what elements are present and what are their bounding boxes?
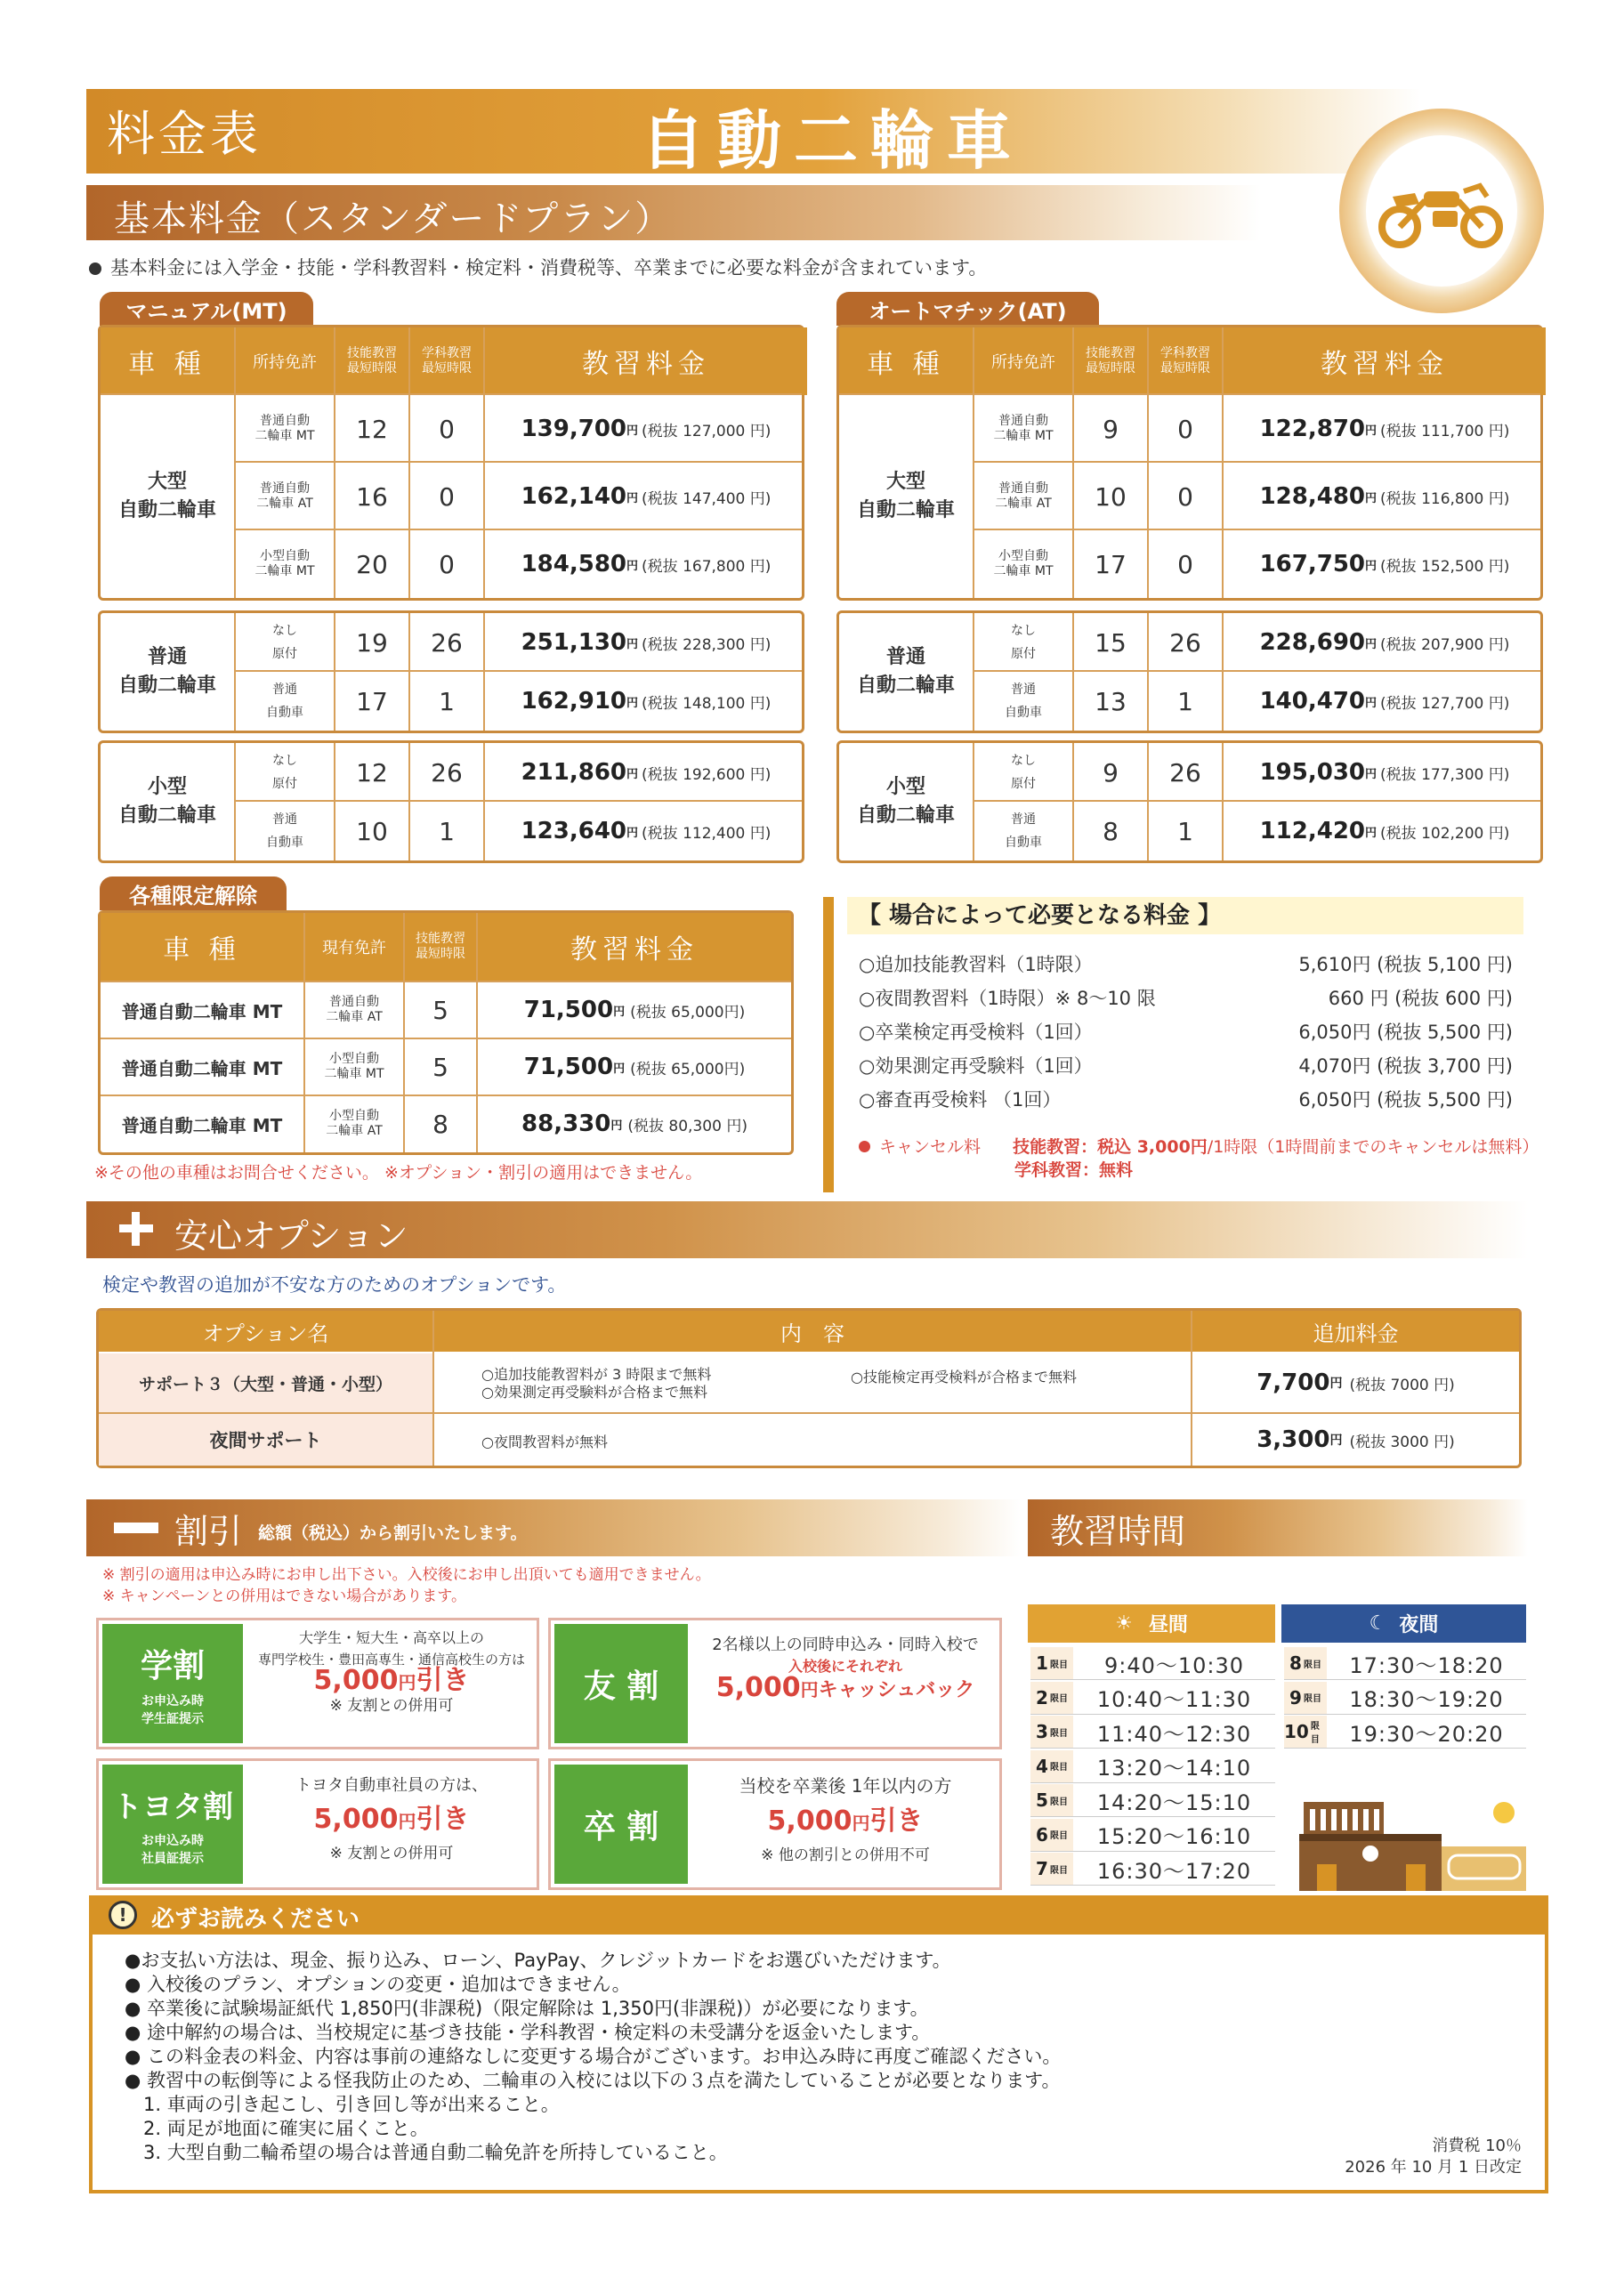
limit-th-fee: 教習料金 [478,913,791,981]
license: 普通 自動車 [1005,683,1042,720]
at-g3-table [836,740,1543,863]
period-number: 9 限目 [1284,1682,1327,1714]
tech-hours: 16 [356,481,388,512]
tech-hours: 15 [1095,627,1127,658]
academic-hours: 26 [1169,757,1201,788]
limit-fee: 88,330 円 (税抜 80,300 円) [521,1111,747,1137]
limit-type: 普通自動二輪車 MT [121,1057,283,1079]
license: 普通 自動車 [266,683,303,720]
fee: 167,750 円 (税抜 152,500 円) [1259,551,1510,578]
limit-table [98,910,794,1155]
period-number: 2 限目 [1030,1682,1073,1714]
fee: 228,690 円 (税抜 207,900 円) [1259,629,1510,656]
motorcycle-badge [1339,109,1544,313]
hours-row [1284,1716,1526,1749]
period-number: 4 限目 [1030,1750,1073,1782]
hours-row [1030,1647,1275,1680]
limit-note: ※その他の車種はお問合せください。 ※オプション・割引の適用はできません。 [94,1163,703,1183]
license: 小型自動 二輪車 MT [993,549,1054,578]
hours-row [1030,1784,1275,1817]
limit-type: 普通自動二輪車 MT [121,1000,283,1022]
option-night-price: 3,300 円 (税抜 3000 円) [1256,1426,1455,1453]
license: なし 原付 [272,624,297,661]
th-type: 車 種 [839,327,973,395]
tech-hours: 20 [356,549,388,579]
option-support3-name: サポート３（大型・普通・小型） [99,1353,432,1412]
options-th-name: オプション名 [99,1311,432,1352]
period-time: 17:30～18:20 [1349,1652,1504,1678]
tech-hours: 12 [356,414,388,444]
options-th-content: 内 容 [434,1311,1191,1352]
license: 普通自動 二輪車 AT [256,481,313,511]
license: 普通 自動車 [266,812,303,850]
th-license: 所持免許 [236,327,334,395]
period-number: 8 限目 [1284,1647,1327,1679]
mt-g3-table [98,740,804,863]
discount-title: 割引 [174,1512,243,1551]
license: 普通自動 二輪車 AT [995,481,1052,511]
mt-tag: マニュアル(MT) [100,292,313,326]
vehicle-type: 小型 自動二輪車 [856,776,955,827]
th-fee: 教習料金 [1224,327,1546,395]
discount-label: トヨタ割 お申込み時 社員証提示 [102,1765,243,1884]
period-time: 18:30～19:20 [1349,1687,1504,1712]
discount-notes: ※ 割引の適用は申込み時にお申し出下さい。入校後にお申し出頂いても適用できません。 ※ キャンペーンとの併用はできない場合があります。 [102,1566,711,1605]
hours-day-header: ☀ 昼間 [1028,1604,1275,1643]
hours-night-header: ☾ 夜間 [1281,1604,1526,1643]
tech-hours: 9 [1103,757,1119,788]
tech-hours: 10 [356,816,388,846]
limit-type: 普通自動二輪車 MT [121,1114,283,1136]
fee: 162,910 円 (税抜 148,100 円) [521,688,772,715]
header-label: 料金表 [107,106,262,162]
hours-row [1284,1647,1526,1680]
fee: 184,580 円 (税抜 167,800 円) [521,551,772,578]
limit-hours: 5 [432,1052,448,1082]
period-time: 19:30～20:20 [1349,1721,1504,1747]
basic-fee-title: 基本料金（スタンダードプラン） [114,198,673,239]
plus-icon [117,1210,153,1246]
option-support3-content: ○追加技能教習料が 3 時限まで無料 ○効果測定再受験料が合格まで無料 [481,1366,712,1401]
license: なし 原付 [272,754,297,791]
th-tech: 技能教習 最短時限 [335,327,408,395]
hours-title: 教習時間 [1050,1512,1186,1551]
revision-info: 消費税 10％ 2026 年 10 月 1 日改定 [1345,2137,1522,2177]
conditional-bar [823,897,834,1192]
limit-license: 小型自動 二輪車 MT [324,1052,384,1081]
tech-hours: 19 [356,627,388,658]
must-read-list: ●お支払い方法は、現金、振り込み、ローン、PayPay、クレジットカードをお選びいただけます。 ● 入校後のプラン、オプションの変更・追加はできません。 ● 卒業後に試験場証紙代 1,850円(非課税)（限定解除は 1,350円(非課税)）が必要になります。 ● 途中解約の場合は、当校規定に基づき技能・学科教習・検定料の未受講分を返金いたします。 ● この料金表の料金、内容は事前の連絡なしに変更する場合がございます。お申込み時に再度ご確認ください。 ● 教習中の転倒等による怪我防止のため、二輪車の入校には以下の３点を満たしていることが必要となります。 1. 車両の引き起こし、引き回し等が出来ること。 2. 両足が地面に確実に届くこと。 3. 大型自動二輪希望の場合は普通自動二輪免許を所持していること。 [125,1950,1062,2163]
fee: 195,030 円 (税抜 177,300 円) [1259,759,1510,786]
school-building-icon [1299,1793,1531,1895]
mt-g2-table [98,610,804,733]
exclamation-icon: ! [109,1901,137,1929]
option-night-name: 夜間サポート [99,1414,432,1466]
academic-hours: 26 [431,757,463,788]
discount-card-graduate: 卒 割 当校を卒業後 1年以内の方 5,000円引き ※ 他の割引との併用不可 [548,1758,1002,1890]
period-number: 6 限目 [1030,1819,1073,1851]
tech-hours: 9 [1103,414,1119,444]
fee: 139,700 円 (税抜 127,000 円) [521,416,772,442]
period-time: 15:20～16:10 [1096,1824,1252,1849]
license: 普通自動 二輪車 MT [255,414,315,443]
limit-th-tech: 技能教習 最短時限 [405,913,476,981]
academic-hours: 0 [439,481,455,512]
at-tag: オートマチック(AT) [836,292,1099,326]
hours-row [1030,1819,1275,1852]
cancel-fee: キャンセル料 技能教習：税込 3,000円/1時限（1時間前までのキャンセルは無料） 学科教習：無料 [859,1135,1539,1182]
conditional-row: ○追加技能教習料（1時限） 5,610円 (税抜 5,100 円) [859,954,1513,975]
discount-card-student: 学割 お申込み時 学生証提示 大学生・短大生・高卒以上の 専門学校生・豊田高専生・通信高校生の方は 5,000円引き ※ 友割との併用可 [96,1618,539,1749]
academic-hours: 0 [1177,549,1193,579]
hours-row [1030,1853,1275,1886]
academic-hours: 1 [1177,686,1193,716]
period-time: 9:40～10:30 [1103,1652,1245,1678]
conditional-row: ○卒業検定再受検料（1回） 6,050円 (税抜 5,500 円) [859,1022,1513,1043]
mt-g1-table [98,325,804,601]
academic-hours: 0 [439,414,455,444]
limit-fee: 71,500 円 (税抜 65,000円) [523,997,746,1023]
hours-row [1030,1716,1275,1749]
th-acad: 学科教習 最短時限 [410,327,483,395]
vehicle-type: 小型 自動二輪車 [117,776,216,827]
period-time: 11:40～12:30 [1096,1721,1252,1747]
discount-label: 友 割 [554,1624,688,1743]
period-number: 1 限目 [1030,1647,1073,1679]
fee: 140,470 円 (税抜 127,700 円) [1259,688,1510,715]
period-number: 7 限目 [1030,1853,1073,1885]
options-table [96,1308,1522,1468]
th-license: 所持免許 [974,327,1072,395]
at-g1-table [836,325,1543,601]
period-time: 14:20～15:10 [1096,1789,1252,1815]
fee: 211,860 円 (税抜 192,600 円) [521,759,772,786]
academic-hours: 0 [1177,414,1193,444]
tech-hours: 17 [1095,549,1127,579]
options-th-fee: 追加料金 [1192,1311,1519,1352]
option-night-content: ○夜間教習料が無料 [481,1434,608,1450]
vehicle-type: 普通 自動二輪車 [117,646,216,697]
vehicle-type: 大型 自動二輪車 [117,471,216,521]
period-time: 13:20～14:10 [1096,1756,1252,1781]
license: 普通自動 二輪車 MT [993,414,1054,443]
discount-subtitle: 総額（税込）から割引いたします。 [258,1523,528,1543]
limit-fee: 71,500 円 (税抜 65,000円) [523,1054,746,1080]
sun-icon: ☀ [1115,1612,1133,1635]
academic-hours: 1 [439,686,455,716]
minus-icon [114,1523,158,1533]
period-number: 10 限目 [1284,1716,1327,1748]
discount-card-friend: 友 割 2名様以上の同時申込み・同時入校で 入校後にそれぞれ 5,000円キャッシュバック [548,1618,1002,1749]
vehicle-type: 普通 自動二輪車 [856,646,955,697]
hours-row [1284,1682,1526,1715]
limit-hours: 5 [432,995,448,1025]
period-number: 5 限目 [1030,1784,1073,1816]
limit-tag: 各種限定解除 [100,876,287,910]
motorcycle-icon [1375,166,1508,255]
moon-icon: ☾ [1369,1612,1387,1635]
th-fee: 教習料金 [485,327,807,395]
fee: 128,480 円 (税抜 116,800 円) [1259,483,1510,510]
fee: 162,140 円 (税抜 147,400 円) [521,483,772,510]
th-type: 車 種 [101,327,234,395]
tech-hours: 12 [356,757,388,788]
discount-label: 学割 お申込み時 学生証提示 [102,1624,243,1743]
conditional-row: ○審査再受検料 （1回） 6,050円 (税抜 5,500 円) [859,1089,1513,1111]
academic-hours: 1 [1177,816,1193,846]
fee: 123,640 円 (税抜 112,400 円) [521,818,772,844]
tech-hours: 10 [1095,481,1127,512]
limit-license: 普通自動 二輪車 AT [326,995,383,1024]
th-acad: 学科教習 最短時限 [1149,327,1222,395]
conditional-list [859,948,1513,1117]
must-read-title: 必ずお読みください [151,1906,360,1933]
option-support3-price: 7,700 円 (税抜 7000 円) [1256,1369,1455,1396]
discount-card-toyota: トヨタ割 お申込み時 社員証提示 トヨタ自動車社員の方は、 5,000円引き ※ 友割との併用可 [96,1758,539,1890]
vehicle-type: 大型 自動二輪車 [856,471,955,521]
conditional-title: 【 場合によって必要となる料金 】 [847,897,1523,934]
academic-hours: 26 [431,627,463,658]
period-number: 3 限目 [1030,1716,1073,1748]
conditional-row: ○夜間教習料（1時限）※ 8～10 限 660 円 (税抜 600 円) [859,988,1513,1009]
period-time: 16:30～17:20 [1096,1858,1252,1884]
page-title: 自動二輪車 [641,103,1024,178]
options-desc: 検定や教習の追加が不安な方のためのオプションです。 [102,1274,567,1296]
limit-th-license: 現有免許 [305,913,403,981]
academic-hours: 0 [439,549,455,579]
academic-hours: 0 [1177,481,1193,512]
license: なし 原付 [1011,754,1036,791]
fee: 112,420 円 (税抜 102,200 円) [1259,818,1510,844]
bullet-icon [859,1141,870,1152]
options-title: 安心オプション [174,1216,408,1256]
fee: 122,870 円 (税抜 111,700 円) [1259,416,1510,442]
limit-th-type: 車 種 [101,913,303,981]
license: 小型自動 二輪車 MT [255,549,315,578]
tech-hours: 13 [1095,686,1127,716]
limit-license: 小型自動 二輪車 AT [326,1109,383,1138]
at-g2-table [836,610,1543,733]
basic-fee-note: 基本料金には入学金・技能・学科教習料・検定料・消費税等、卒業までに必要な料金が含まれています。 [89,254,987,280]
th-tech: 技能教習 最短時限 [1074,327,1147,395]
tech-hours: 8 [1103,816,1119,846]
hours-row [1030,1750,1275,1783]
hours-row [1030,1682,1275,1715]
license: 普通 自動車 [1005,812,1042,850]
academic-hours: 1 [439,816,455,846]
tech-hours: 17 [356,686,388,716]
limit-hours: 8 [432,1109,448,1139]
period-time: 10:40～11:30 [1096,1687,1252,1712]
option-support3-content2: ○技能検定再受検料が合格まで無料 [851,1369,1077,1385]
discount-label: 卒 割 [554,1765,688,1884]
academic-hours: 26 [1169,627,1201,658]
license: なし 原付 [1011,624,1036,661]
bullet-icon [89,263,101,275]
conditional-row: ○効果測定再受験料（1回） 4,070円 (税抜 3,700 円) [859,1055,1513,1077]
fee: 251,130 円 (税抜 228,300 円) [521,629,772,656]
